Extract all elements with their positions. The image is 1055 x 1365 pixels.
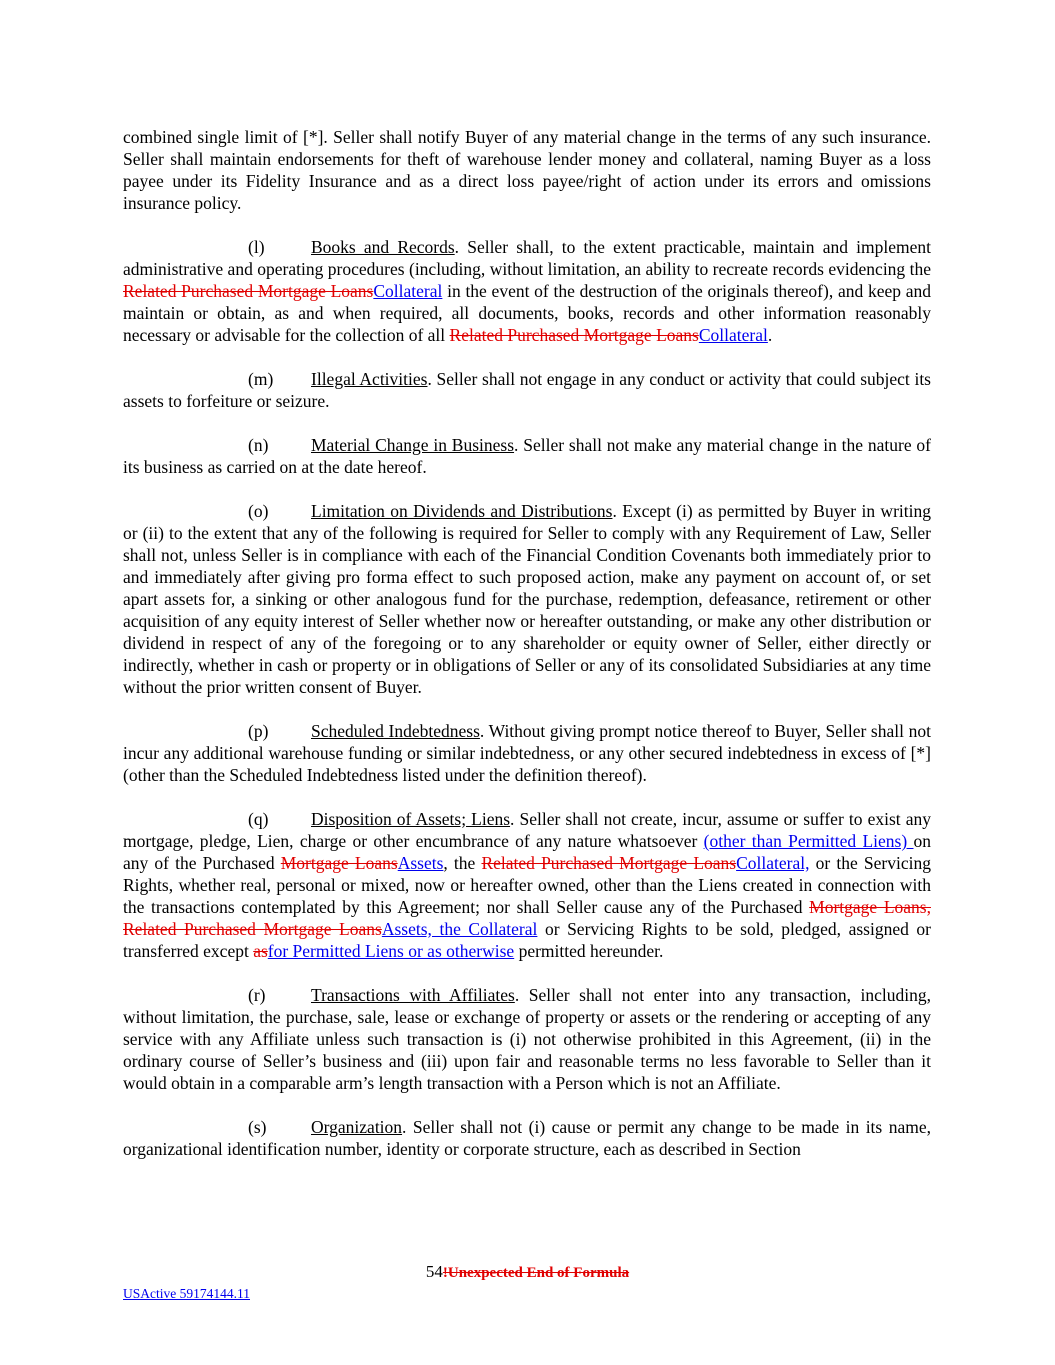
- text-run: , the: [443, 853, 482, 873]
- text-run: . Seller shall not make any material change in the nature of its business as carried on at the date hereof.: [123, 435, 932, 477]
- inserted-text-run: Assets: [397, 853, 444, 873]
- text-run: . Seller shall, to the extent practicable, maintain and implement administrative and operating procedures (including, without limitation, an ability to recreate records evidencing the: [123, 237, 931, 279]
- text-run: . Seller shall not create, incur, assume or suffer to exist any mortgage, pledge, Lien, charge or other encumbrance of any nature whatsoever: [123, 809, 931, 851]
- paragraph-books-and-records: [123, 236, 931, 346]
- paragraph-illegal-activities: [123, 368, 931, 412]
- inserted-text-run: Collateral,: [736, 853, 810, 873]
- document-body: [123, 126, 931, 1160]
- paragraph-limitation-on-dividends: [123, 500, 931, 698]
- text-run: permitted hereunder.: [514, 941, 664, 961]
- text-run: . Seller shall not (i) cause or permit any change to be made in its name, organizational identification number, identity or corporate structure, each as described in Section: [123, 1117, 931, 1159]
- text-run: combined single limit of [*]. Seller shall notify Buyer of any material change in the terms of any such insurance. Seller shall maintain endorsements for theft of warehouse lender money and collateral, naming Buyer as a loss payee under its Fidelity Insurance and as a direct loss payee/right of action under its errors and omissions insurance policy.: [123, 127, 931, 213]
- text-run: . Without giving prompt notice thereof to Buyer, Seller shall not incur any additional warehouse funding or similar indebtedness, or any other secured indebtedness in excess of [*] (other than the Scheduled Indebtedness listed under the definition thereof).: [123, 721, 931, 785]
- paragraph-organization: [123, 1116, 931, 1160]
- section-letter: (n): [248, 435, 269, 455]
- formula-error-text: !Unexpected End of Formula: [442, 1265, 630, 1281]
- deleted-text-run: Related Purchased Mortgage Loans: [481, 853, 737, 873]
- section-letter: (s): [248, 1117, 267, 1137]
- section-letter: (l): [248, 237, 265, 257]
- text-run: . Seller shall not engage in any conduct or activity that could subject its assets to forfeiture or seizure.: [123, 369, 931, 411]
- text-run: or Servicing Rights to be sold, pledged, assigned or transferred except: [123, 919, 931, 961]
- section-letter: (p): [248, 721, 269, 741]
- paragraph-material-change-in-business: [123, 434, 931, 478]
- section-heading: Transactions with Affiliates: [311, 985, 515, 1005]
- inserted-text-run: for Permitted Liens or as otherwise: [267, 941, 515, 961]
- section-letter: (o): [248, 501, 269, 521]
- deleted-text-run: Related Purchased Mortgage Loans: [123, 281, 374, 301]
- deleted-text-run: Related Purchased Mortgage Loans: [449, 325, 699, 345]
- deleted-text-run: as: [253, 941, 268, 961]
- text-run: .: [767, 325, 773, 345]
- paragraph-scheduled-indebtedness: [123, 720, 931, 786]
- paragraph-transactions-with-affiliates: [123, 984, 931, 1094]
- section-letter: (r): [248, 985, 266, 1005]
- paragraph-disposition-of-assets-liens: [123, 808, 931, 962]
- section-heading: Limitation on Dividends and Distributions: [311, 501, 613, 521]
- inserted-text-run: (other than Permitted Liens): [703, 831, 914, 851]
- section-letter: (q): [248, 809, 269, 829]
- section-heading: Illegal Activities: [311, 369, 428, 389]
- page-footer: [0, 1261, 1055, 1284]
- text-run: in the event of the destruction of the originals thereof), and keep and maintain or obtain, as and when required, all documents, books, records and other information reasonably necessary or advisable for the collection of all: [123, 281, 931, 345]
- section-heading: Disposition of Assets; Liens: [311, 809, 511, 829]
- inserted-text-run: Assets, the Collateral: [381, 919, 538, 939]
- section-heading: Material Change in Business: [311, 435, 515, 455]
- inserted-text-run: Collateral: [373, 281, 443, 301]
- inserted-text-run: Collateral: [698, 325, 768, 345]
- page-number: 54: [425, 1262, 443, 1281]
- section-heading: Scheduled Indebtedness: [311, 721, 480, 741]
- text-run: on any of the Purchased: [123, 831, 931, 873]
- section-heading: Books and Records: [311, 237, 455, 257]
- section-heading: Organization: [311, 1117, 403, 1137]
- paragraph-insurance-continuation: [123, 126, 931, 214]
- section-letter: (m): [248, 369, 274, 389]
- document-id: USActive 59174144.11: [123, 1286, 250, 1301]
- deleted-text-run: Mortgage Loans: [280, 853, 398, 873]
- deleted-text-run: Mortgage Loans, Related Purchased Mortgage Loans: [123, 897, 931, 939]
- text-run: . Except (i) as permitted by Buyer in writing or (ii) to the extent that any of the following is required for Seller to comply with any Requirement of Law, Seller shall not, unless Seller is in compliance with each of the Financial Condition Covenants both immediately prior to and immediately after giving pro forma effect to such proposed action, make any payment on account of, or set apart assets for, a sinking or other analogous fund for the purchase, redemption, defeasance, retirement or other acquisition of any equity interest of Seller whether now or hereafter outstanding, or make any other distribution or dividend in respect of any of the foregoing or to any shareholder or equity owner of Seller, either directly or indirectly, whether in cash or property or in obligations of Seller or any of its consolidated Subsidiaries at any time without the prior written consent of Buyer.: [123, 501, 931, 697]
- text-run: . Seller shall not enter into any transaction, including, without limitation, the purchase, sale, lease or exchange of property or assets or the rendering or accepting of any service with any Affiliate unless such transaction is (i) not otherwise prohibited in this Agreement, (ii) in the ordinary course of Seller’s business and (iii) upon fair and reasonable terms no less favorable to Seller than it would obtain in a comparable arm’s length transaction with a Person which is not an Affiliate.: [123, 985, 931, 1093]
- text-run: or the Servicing Rights, whether real, personal or mixed, now or hereafter owned, other than the Liens created in connection with the transactions contemplated by this Agreement; nor shall Seller cause any of the Purchased: [123, 853, 931, 917]
